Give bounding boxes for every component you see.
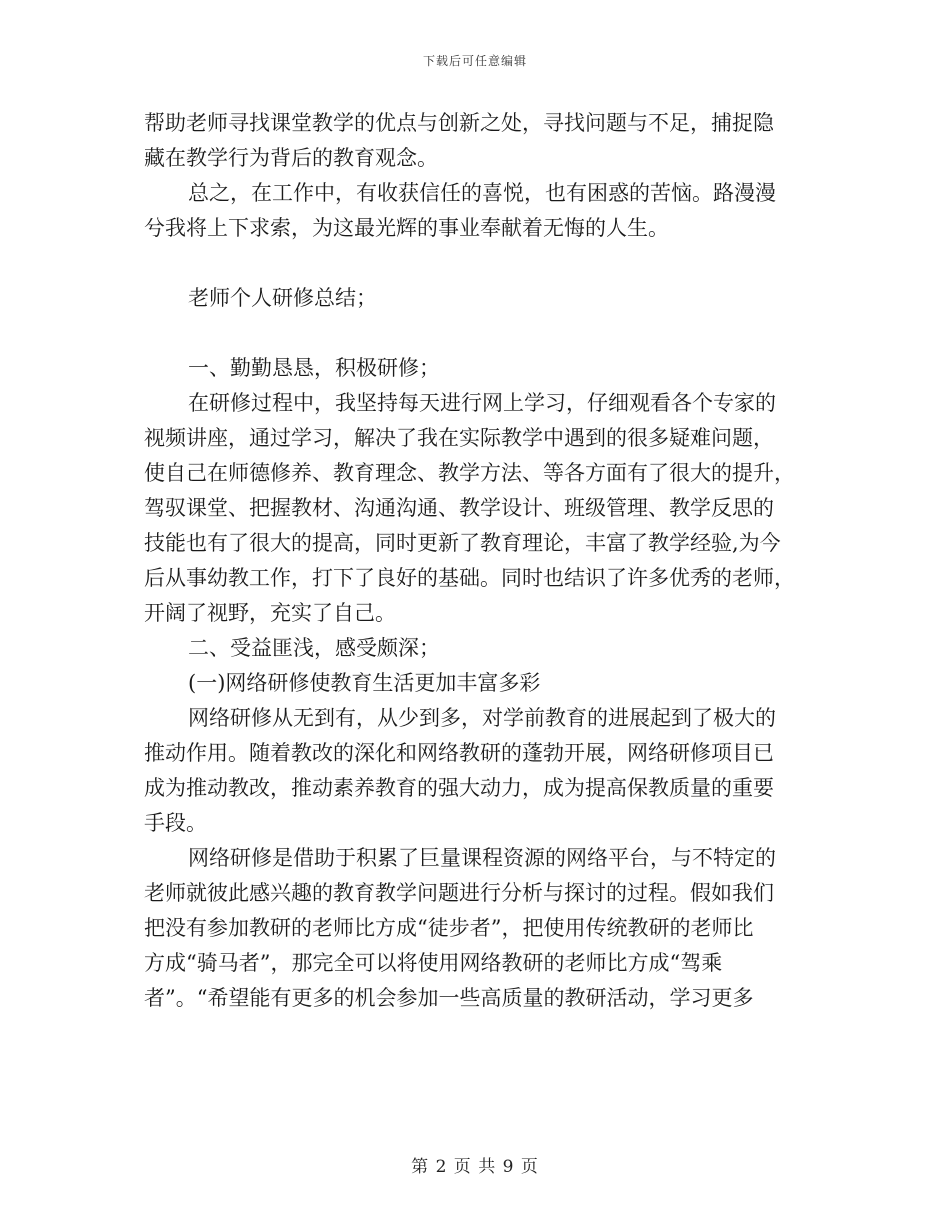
- text-line: 帮助老师寻找课堂教学的优点与创新之处，寻找问题与不足，捕捉隐: [144, 111, 774, 135]
- text-line: 把没有参加教研的老师比方成“徒步者”，把使用传统教研的老师比: [144, 916, 754, 940]
- text-line: 网络研修是借助于积累了巨量课程资源的网络平台，与不特定的: [188, 846, 776, 870]
- text-line: 推动作用。随着教改的深化和网络教研的蓬勃开展，网络研修项目已: [144, 741, 774, 765]
- text-line: (一)网络研修使教育生活更加丰富多彩: [188, 671, 541, 695]
- text-line: 兮我将上下求索，为这最光辉的事业奉献着无悔的人生。: [144, 216, 669, 240]
- text-line: 开阔了视野，充实了自己。: [144, 601, 396, 625]
- text-line: 藏在教学行为背后的教育观念。: [144, 146, 438, 170]
- text-line: 驾驭课堂、把握教材、沟通沟通、教学设计、班级管理、教学反思的: [144, 496, 774, 520]
- text-line: 手段。: [144, 811, 207, 835]
- text-line: 后从事幼教工作，打下了良好的基础。同时也结识了许多优秀的老师，: [144, 566, 795, 590]
- text-line: 成为推动教改，推动素养教育的强大动力，成为提高保教质量的重要: [144, 776, 774, 800]
- text-line: 二、受益匪浅，感受颇深；: [188, 636, 440, 660]
- text-line: 视频讲座，通过学习，解决了我在实际教学中遇到的很多疑难问题，: [144, 426, 774, 450]
- text-line: 方成“骑马者”，那完全可以将使用网络教研的老师比方成“驾乘: [144, 951, 723, 975]
- document-body: [144, 106, 808, 1016]
- page-footer: 第 2 页 共 9 页: [411, 1157, 539, 1177]
- page-header: 下载后可任意编辑: [422, 54, 527, 68]
- text-line: 技能也有了很大的提高，同时更新了教育理论，丰富了教学经验,为今: [144, 531, 781, 555]
- text-line: 使自己在师德修养、教育理念、教学方法、等各方面有了很大的提升，: [144, 461, 795, 485]
- text-line: 者”。“希望能有更多的机会参加一些高质量的教研活动，学习更多: [144, 986, 754, 1010]
- text-line: 网络研修从无到有，从少到多，对学前教育的进展起到了极大的: [188, 706, 776, 730]
- text-line: 一、勤勤恳恳，积极研修；: [188, 356, 440, 380]
- text-line: 总之，在工作中，有收获信任的喜悦，也有困惑的苦恼。路漫漫: [188, 181, 776, 205]
- text-line: 在研修过程中，我坚持每天进行网上学习，仔细观看各个专家的: [188, 391, 776, 415]
- text-line: 老师就彼此感兴趣的教育教学问题进行分析与探讨的过程。假如我们: [144, 881, 774, 905]
- blank-line: [144, 246, 808, 281]
- text-line: 老师个人研修总结；: [188, 286, 377, 310]
- blank-line: [144, 316, 808, 351]
